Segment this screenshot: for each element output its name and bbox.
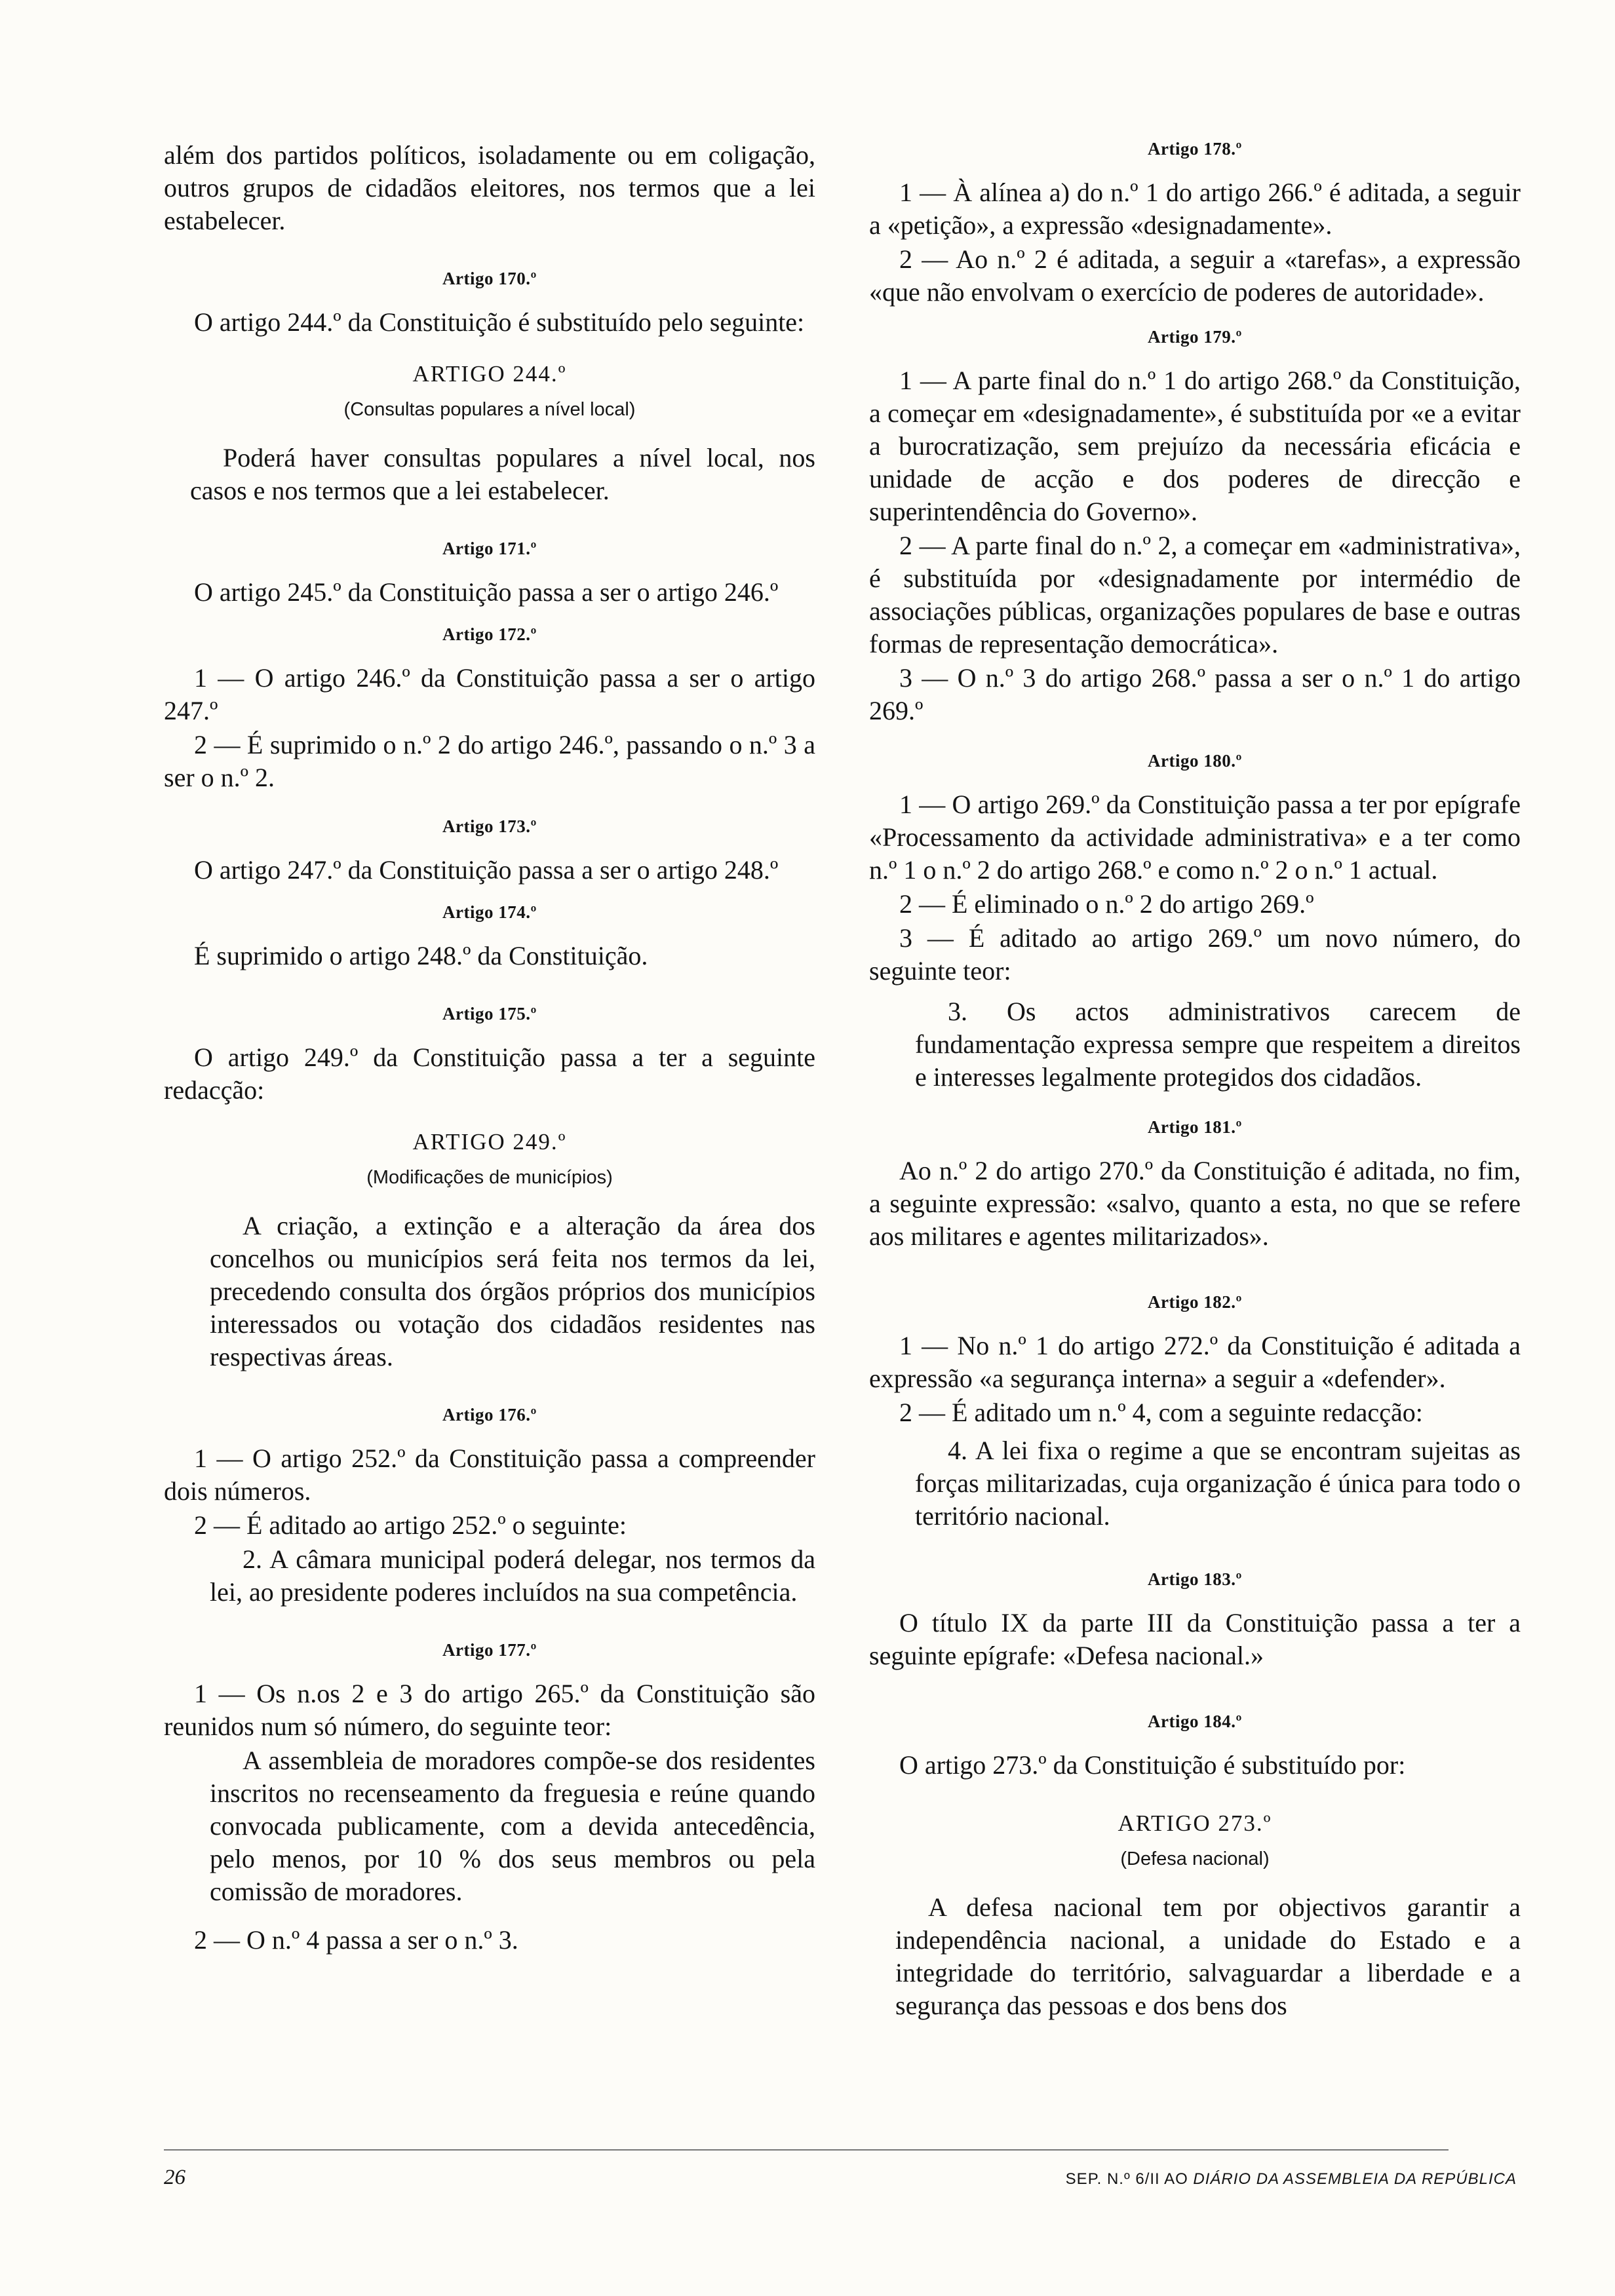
article-179-paragraph-1: 1 — A parte final do n.º 1 do artigo 268.º da Constituição, a começar em «designadamente», é substituída por «e a evitar a burocratização, sem prejuízo da necessária eficácia e unidade de acção e dos poderes de direcção e superintendência do Governo». bbox=[869, 366, 1521, 526]
article-179-paragraph-2: 2 — A parte final do n.º 2, a começar em «administrativa», é substituída por «designadamente por intermédio de associações públicas, organizações populares de base e outras formas de representação democrática». bbox=[869, 531, 1521, 659]
article-184-text: O artigo 273.º da Constituição é substituído por: bbox=[899, 1750, 1406, 1780]
article-179-title: Artigo 179.º bbox=[1148, 327, 1242, 347]
article-182-paragraph-2: 2 — É aditado um n.º 4, com a seguinte redacção: bbox=[899, 1398, 1423, 1427]
article-183-title: Artigo 183.º bbox=[1148, 1569, 1242, 1589]
article-172-paragraph-2: 2 — É suprimido o n.º 2 do artigo 246.º, passando o n.º 3 a ser o n.º 2. bbox=[164, 730, 815, 792]
article-170-text: O artigo 244.º da Constituição é substituído pelo seguinte: bbox=[194, 307, 805, 337]
journal-prefix: SEP. N.º 6/II AO bbox=[1065, 2170, 1188, 2188]
article-177-paragraph-2: 2 — O n.º 4 passa a ser o n.º 3. bbox=[194, 1925, 518, 1955]
article-244-heading: ARTIGO 244.º bbox=[412, 361, 567, 387]
article-172-title: Artigo 172.º bbox=[442, 624, 537, 644]
article-178-paragraph-2: 2 — Ao n.º 2 é aditada, a seguir a «tarefas», a expressão «que não envolvam o exercício de poderes de autoridade». bbox=[869, 244, 1521, 307]
article-180-quote: 3. Os actos administrativos carecem de fundamentação expressa sempre que respeitem a direitos e interesses legalmente protegidos dos cidadãos. bbox=[915, 997, 1521, 1092]
continuation-paragraph: além dos partidos políticos, isoladamente ou em coligação, outros grupos de cidadãos eleitores, nos termos que a lei estabelecer. bbox=[164, 140, 815, 235]
article-180-title: Artigo 180.º bbox=[1148, 751, 1242, 771]
article-177-title: Artigo 177.º bbox=[442, 1640, 537, 1660]
article-244-quote: Poderá haver consultas populares a nível local, nos casos e nos termos que a lei estabelecer. bbox=[190, 443, 815, 505]
article-273-heading: ARTIGO 273.º bbox=[1118, 1810, 1272, 1836]
article-173-text: O artigo 247.º da Constituição passa a ser o artigo 248.º bbox=[194, 855, 779, 885]
article-249-quote: A criação, a extinção e a alteração da área dos concelhos ou municípios será feita nos termos da lei, precedendo consulta dos órgãos próprios dos municípios interessados ou votação dos cidadãos residentes nas respectivas áreas. bbox=[210, 1211, 815, 1371]
article-181-title: Artigo 181.º bbox=[1148, 1117, 1242, 1137]
article-182-title: Artigo 182.º bbox=[1148, 1292, 1242, 1312]
article-177-quote: A assembleia de moradores compõe-se dos residentes inscritos no recenseamento da freguesia e reúne quando convocada publicamente, com a devida antecedência, pelo menos, por 10 % dos seus membros ou pela comissão de moradores. bbox=[210, 1746, 815, 1906]
article-244-epigraph: (Consultas populares a nível local) bbox=[343, 399, 636, 420]
article-179-paragraph-3: 3 — O n.º 3 do artigo 268.º passa a ser o n.º 1 do artigo 269.º bbox=[869, 663, 1521, 725]
article-174-title: Artigo 174.º bbox=[442, 902, 537, 922]
article-180-paragraph-2: 2 — É eliminado o n.º 2 do artigo 269.º bbox=[899, 889, 1314, 919]
article-176-paragraph-2: 2 — É aditado ao artigo 252.º o seguinte: bbox=[194, 1510, 627, 1540]
article-273-epigraph: (Defesa nacional) bbox=[1120, 1848, 1270, 1869]
article-173-title: Artigo 173.º bbox=[442, 816, 537, 836]
article-249-epigraph: (Modificações de municípios) bbox=[366, 1167, 613, 1188]
article-176-quote: 2. A câmara municipal poderá delegar, nos termos da lei, ao presidente poderes incluídos na sua competência. bbox=[210, 1544, 815, 1607]
article-178-title: Artigo 178.º bbox=[1148, 139, 1242, 159]
article-178-paragraph-1: 1 — À alínea a) do n.º 1 do artigo 266.º é aditada, a seguir a «petição», a expressão «designadamente». bbox=[869, 178, 1521, 240]
article-175-text: O artigo 249.º da Constituição passa a ter a seguinte redacção: bbox=[164, 1043, 815, 1105]
right-column bbox=[869, 139, 1521, 2023]
footer-divider bbox=[164, 2149, 1449, 2151]
article-249-heading: ARTIGO 249.º bbox=[412, 1129, 567, 1155]
article-182-paragraph-1: 1 — No n.º 1 do artigo 272.º da Constituição é aditada a expressão «a segurança interna» a seguir a «defender». bbox=[869, 1331, 1521, 1393]
article-273-quote: A defesa nacional tem por objectivos garantir a independência nacional, a unidade do Estado e a integridade do território, salvaguardar a liberdade e a segurança das pessoas e dos bens dos bbox=[895, 1892, 1521, 2020]
article-171-text: O artigo 245.º da Constituição passa a ser o artigo 246.º bbox=[194, 577, 779, 607]
running-footer bbox=[1066, 2170, 1517, 2189]
article-177-paragraph-1: 1 — Os n.os 2 e 3 do artigo 265.º da Constituição são reunidos num só número, do seguinte teor: bbox=[164, 1679, 815, 1741]
journal-name: DIÁRIO DA ASSEMBLEIA DA REPÚBLICA bbox=[1193, 2170, 1517, 2188]
page-number: 26 bbox=[164, 2166, 185, 2189]
article-180-paragraph-1: 1 — O artigo 269.º da Constituição passa a ter por epígrafe «Processamento da actividade administrativa» e a ter como n.º 1 o n.º 2 do artigo 268.º e como n.º 2 o n.º 1 actual. bbox=[869, 790, 1521, 885]
article-172-paragraph-1: 1 — O artigo 246.º da Constituição passa a ser o artigo 247.º bbox=[164, 663, 815, 725]
article-181-text: Ao n.º 2 do artigo 270.º da Constituição é aditada, no fim, a seguinte expressão: «salvo, quanto a esta, no que se refere aos militares e agentes militarizados». bbox=[869, 1156, 1521, 1251]
article-171-title: Artigo 171.º bbox=[442, 539, 537, 558]
article-183-text: O título IX da parte III da Constituição passa a ter a seguinte epígrafe: «Defesa nacional.» bbox=[869, 1608, 1521, 1670]
article-176-paragraph-1: 1 — O artigo 252.º da Constituição passa a compreender dois números. bbox=[164, 1444, 815, 1506]
article-184-title: Artigo 184.º bbox=[1148, 1712, 1242, 1731]
article-170-title: Artigo 170.º bbox=[442, 269, 537, 288]
article-174-text: É suprimido o artigo 248.º da Constituição. bbox=[194, 941, 648, 970]
left-column bbox=[164, 139, 815, 1958]
article-176-title: Artigo 176.º bbox=[442, 1405, 537, 1425]
article-175-title: Artigo 175.º bbox=[442, 1004, 537, 1024]
article-180-paragraph-3: 3 — É aditado ao artigo 269.º um novo número, do seguinte teor: bbox=[869, 923, 1521, 985]
article-182-quote: 4. A lei fixa o regime a que se encontram sujeitas as forças militarizadas, cuja organização é única para todo o território nacional. bbox=[915, 1436, 1521, 1531]
